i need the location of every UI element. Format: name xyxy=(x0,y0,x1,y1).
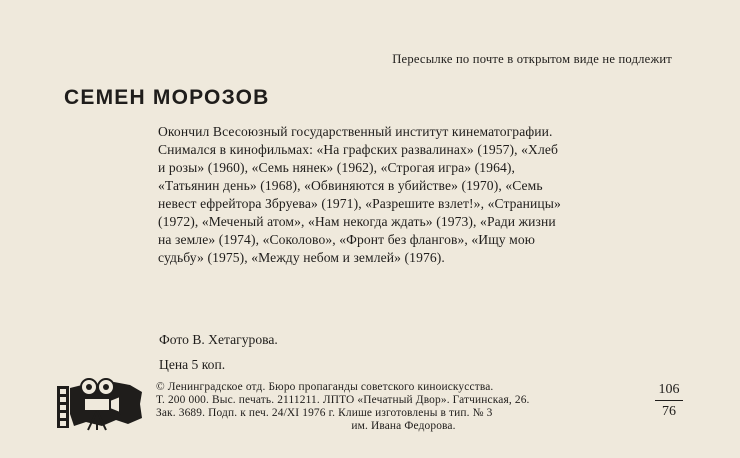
bio-line: невест ефрейтора Збруева» (1971), «Разрешите взлет!», «Страницы» xyxy=(158,196,561,211)
catalog-number xyxy=(655,381,683,421)
catalog-denominator: 76 xyxy=(662,404,676,419)
bio-line: Окончил Всесоюзный государственный институт кинематографии. xyxy=(158,124,553,139)
catalog-numerator: 106 xyxy=(655,381,683,401)
bio-line: «Татьянин день» (1968), «Обвиняются в убийстве» (1970), «Семь xyxy=(158,178,543,193)
bio-line: на земле» (1974), «Соколово», «Фронт без флангов», «Ищу мою xyxy=(158,232,536,247)
bio-line: (1972), «Меченый атом», «Нам некогда ждать» (1973), «Ради жизни xyxy=(158,214,556,229)
postal-notice: Пересылке по почте в открытом виде не подлежит xyxy=(392,52,672,66)
imprint-line: им. Ивана Федорова. xyxy=(351,420,456,432)
actor-name: СЕМЕН МОРОЗОВ xyxy=(64,86,270,109)
photo-credit: Фото В. Хетагурова. xyxy=(159,332,278,347)
bio-line: судьбу» (1975), «Между небом и землей» (1976). xyxy=(158,250,445,265)
bio-line: и розы» (1960), «Семь нянек» (1962), «Строгая игра» (1964), xyxy=(158,160,516,175)
price: Цена 5 коп. xyxy=(159,357,226,372)
publisher-imprint xyxy=(156,381,651,433)
imprint-line: Т. 200 000. Выс. печать. 2111211. ЛПТО «Печатный Двор». Гатчинская, 26. xyxy=(156,394,530,406)
bio-line: Снимался в кинофильмах: «На графских развалинах» (1957), «Хлеб xyxy=(158,142,558,157)
biography xyxy=(158,123,678,267)
imprint-line: Зак. 3689. Подп. к печ. 24/XI 1976 г. Клише изготовлены в тип. № 3 xyxy=(156,407,493,419)
imprint-line: © Ленинградское отд. Бюро пропаганды советского киноискусства. xyxy=(156,381,494,393)
cinema-logo-icon xyxy=(56,374,144,432)
